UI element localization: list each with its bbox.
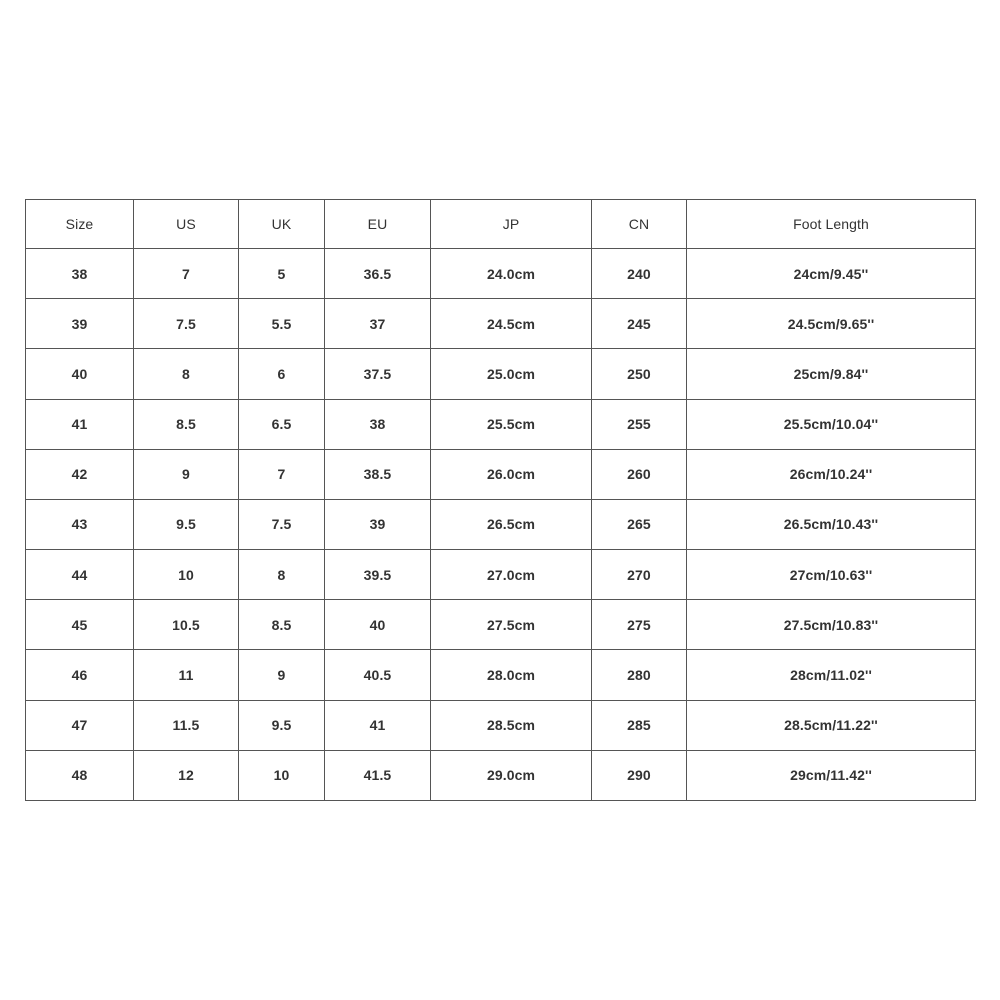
- table-cell-cn: 280: [592, 650, 687, 700]
- column-header-eu: EU: [325, 200, 431, 249]
- table-row: [26, 700, 976, 750]
- column-header-cn: CN: [592, 200, 687, 249]
- table-cell-cn: 240: [592, 249, 687, 299]
- table-cell-uk: 7.5: [239, 499, 325, 549]
- column-header-uk: UK: [239, 200, 325, 249]
- table-cell-uk: 6: [239, 349, 325, 399]
- table-row: [26, 349, 976, 399]
- table-row: [26, 499, 976, 549]
- table-cell-size: 44: [26, 550, 134, 600]
- size-chart-table: [25, 199, 976, 801]
- table-cell-uk: 5: [239, 249, 325, 299]
- table-cell-eu: 40: [325, 600, 431, 650]
- table-cell-cn: 265: [592, 499, 687, 549]
- table-cell-eu: 38: [325, 399, 431, 449]
- table-header: [26, 200, 976, 249]
- table-cell-us: 11: [134, 650, 239, 700]
- table-cell-size: 45: [26, 600, 134, 650]
- table-cell-size: 42: [26, 449, 134, 499]
- table-cell-eu: 41: [325, 700, 431, 750]
- table-cell-size: 46: [26, 650, 134, 700]
- table-cell-jp: 24.0cm: [431, 249, 592, 299]
- table-cell-us: 9.5: [134, 499, 239, 549]
- table-cell-foot-length: 29cm/11.42'': [687, 750, 976, 800]
- table-cell-jp: 27.5cm: [431, 600, 592, 650]
- table-cell-uk: 5.5: [239, 299, 325, 349]
- table-cell-us: 7.5: [134, 299, 239, 349]
- table-cell-cn: 255: [592, 399, 687, 449]
- table-cell-eu: 39.5: [325, 550, 431, 600]
- table-cell-jp: 28.5cm: [431, 700, 592, 750]
- table-cell-uk: 6.5: [239, 399, 325, 449]
- table-cell-us: 8.5: [134, 399, 239, 449]
- table-row: [26, 750, 976, 800]
- table-cell-foot-length: 27.5cm/10.83'': [687, 600, 976, 650]
- table-cell-us: 10.5: [134, 600, 239, 650]
- table-cell-size: 41: [26, 399, 134, 449]
- table-cell-jp: 28.0cm: [431, 650, 592, 700]
- table-cell-eu: 40.5: [325, 650, 431, 700]
- table-cell-uk: 8.5: [239, 600, 325, 650]
- table-cell-jp: 25.0cm: [431, 349, 592, 399]
- table-cell-foot-length: 26cm/10.24'': [687, 449, 976, 499]
- table-cell-uk: 7: [239, 449, 325, 499]
- table-row: [26, 550, 976, 600]
- table-cell-us: 10: [134, 550, 239, 600]
- table-cell-us: 11.5: [134, 700, 239, 750]
- table-cell-jp: 25.5cm: [431, 399, 592, 449]
- table-cell-foot-length: 28.5cm/11.22'': [687, 700, 976, 750]
- table-cell-us: 8: [134, 349, 239, 399]
- table-cell-cn: 250: [592, 349, 687, 399]
- table-cell-jp: 24.5cm: [431, 299, 592, 349]
- table-cell-cn: 285: [592, 700, 687, 750]
- table-cell-foot-length: 25cm/9.84'': [687, 349, 976, 399]
- table-cell-cn: 245: [592, 299, 687, 349]
- table-cell-foot-length: 27cm/10.63'': [687, 550, 976, 600]
- table-cell-eu: 37: [325, 299, 431, 349]
- table-row: [26, 399, 976, 449]
- table-cell-cn: 290: [592, 750, 687, 800]
- table-cell-jp: 27.0cm: [431, 550, 592, 600]
- column-header-foot-length: Foot Length: [687, 200, 976, 249]
- table-body: [26, 249, 976, 801]
- table-cell-us: 9: [134, 449, 239, 499]
- column-header-us: US: [134, 200, 239, 249]
- table-cell-cn: 270: [592, 550, 687, 600]
- table-cell-uk: 10: [239, 750, 325, 800]
- table-cell-eu: 37.5: [325, 349, 431, 399]
- table-row: [26, 600, 976, 650]
- table-cell-jp: 29.0cm: [431, 750, 592, 800]
- column-header-size: Size: [26, 200, 134, 249]
- table-cell-foot-length: 26.5cm/10.43'': [687, 499, 976, 549]
- table-cell-cn: 260: [592, 449, 687, 499]
- table-cell-foot-length: 28cm/11.02'': [687, 650, 976, 700]
- table-cell-foot-length: 24.5cm/9.65'': [687, 299, 976, 349]
- table-cell-size: 40: [26, 349, 134, 399]
- table-cell-us: 7: [134, 249, 239, 299]
- table-cell-foot-length: 25.5cm/10.04'': [687, 399, 976, 449]
- table-cell-size: 43: [26, 499, 134, 549]
- table-cell-size: 47: [26, 700, 134, 750]
- table-cell-eu: 36.5: [325, 249, 431, 299]
- table-cell-eu: 38.5: [325, 449, 431, 499]
- table-cell-jp: 26.5cm: [431, 499, 592, 549]
- table-cell-cn: 275: [592, 600, 687, 650]
- header-row: [26, 200, 976, 249]
- table-cell-size: 39: [26, 299, 134, 349]
- column-header-jp: JP: [431, 200, 592, 249]
- table-cell-uk: 8: [239, 550, 325, 600]
- table-cell-jp: 26.0cm: [431, 449, 592, 499]
- table-cell-eu: 41.5: [325, 750, 431, 800]
- table-cell-us: 12: [134, 750, 239, 800]
- table-cell-size: 38: [26, 249, 134, 299]
- table-row: [26, 650, 976, 700]
- table-cell-uk: 9: [239, 650, 325, 700]
- table-cell-foot-length: 24cm/9.45'': [687, 249, 976, 299]
- table-row: [26, 449, 976, 499]
- table-cell-eu: 39: [325, 499, 431, 549]
- table-cell-size: 48: [26, 750, 134, 800]
- table-row: [26, 299, 976, 349]
- table-cell-uk: 9.5: [239, 700, 325, 750]
- table-row: [26, 249, 976, 299]
